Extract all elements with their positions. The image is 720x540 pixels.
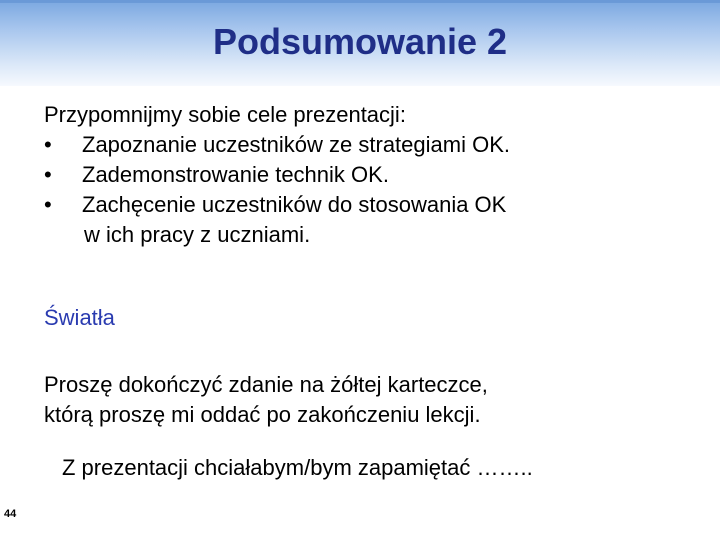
request-paragraph [44, 370, 684, 430]
lights-heading: Światła [44, 305, 115, 330]
bullet-item-3 [44, 190, 684, 220]
request-line: którą proszę mi oddać po zakończeniu lekcji. [44, 402, 481, 427]
bullet-continuation: w ich pracy z uczniami. [84, 222, 311, 247]
bullet-text: Zademonstrowanie technik OK. [82, 162, 389, 187]
bullet-text: Zachęcenie uczestników do stosowania OK [82, 192, 507, 217]
title-bar [0, 0, 720, 86]
goals-section [44, 100, 684, 250]
bullet-icon: • [44, 132, 52, 157]
slide-page-number: 44 [4, 508, 17, 520]
bullet-item-1 [44, 130, 684, 160]
bullet-item-2 [44, 160, 684, 190]
slide-title: Podsumowanie 2 [212, 21, 508, 62]
bullet-text: Zapoznanie uczestników ze strategiami OK. [82, 132, 510, 157]
bullet-icon: • [44, 192, 52, 217]
request-line: Proszę dokończyć zdanie na żółtej karteczce, [44, 372, 488, 397]
closing-sentence: Z prezentacji chciałabym/bym zapamiętać …….. [62, 455, 533, 480]
bullet-icon: • [44, 162, 52, 187]
goals-intro: Przypomnijmy sobie cele prezentacji: [44, 102, 406, 127]
